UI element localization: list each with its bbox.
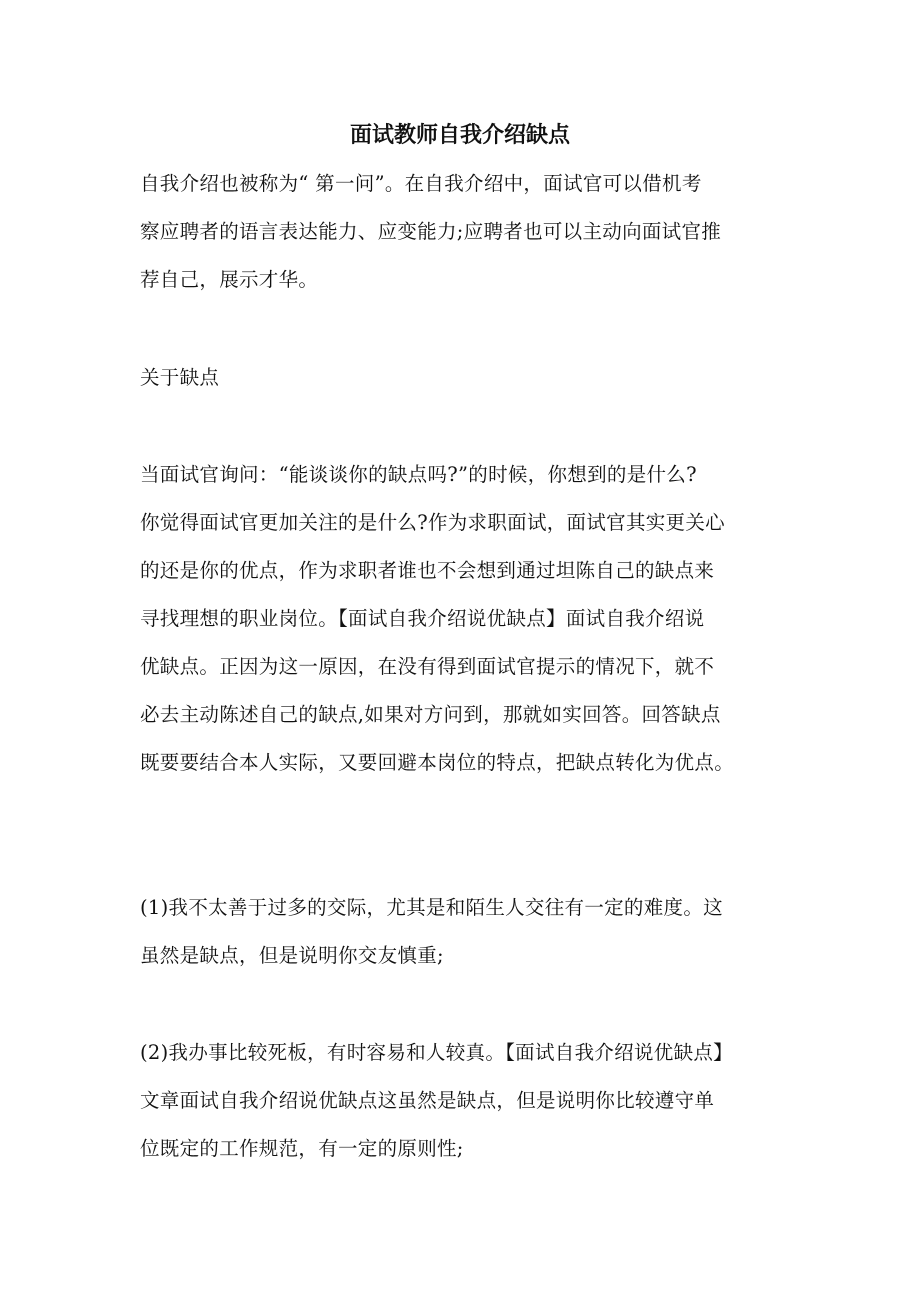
body-line-1: 当面试官询问：“能谈谈你的缺点吗?”的时候，你想到的是什么? xyxy=(140,463,697,486)
body-line-6: 必去主动陈述自己的缺点,如果对方问到，那就如实回答。回答缺点 xyxy=(140,703,721,726)
body-line-2: 你觉得面试官更加关注的是什么?作为求职面试，面试官其实更关心 xyxy=(140,511,725,534)
section-heading: 关于缺点 xyxy=(140,366,220,389)
body-line-4: 寻找理想的职业岗位。【面试自我介绍说优缺点】面试自我介绍说 xyxy=(140,607,705,630)
item1-line-2: 虽然是缺点，但是说明你交友慎重; xyxy=(140,944,444,967)
body-line-5: 优缺点。正因为这一原因，在没有得到面试官提示的情况下，就不 xyxy=(140,655,715,678)
body-line-7: 既要要结合本人实际，又要回避本岗位的特点，把缺点转化为优点。 xyxy=(140,751,735,774)
item2-line-3: 位既定的工作规范，有一定的原则性; xyxy=(140,1137,464,1160)
intro-line-3: 荐自己，展示才华。 xyxy=(140,268,319,291)
item2-line-2: 文章面试自我介绍说优缺点这虽然是缺点，但是说明你比较遵守单 xyxy=(140,1089,715,1112)
item2-line-1: (2)我办事比较死板，有时容易和人较真。【面试自我介绍说优缺点】 xyxy=(140,1041,733,1064)
document-title: 面试教师自我介绍缺点 xyxy=(349,123,570,148)
intro-line-2: 察应聘者的语言表达能力、应变能力;应聘者也可以主动向面试官推 xyxy=(140,220,722,243)
body-line-3: 的还是你的优点，作为求职者谁也不会想到通过坦陈自己的缺点来 xyxy=(140,559,715,582)
intro-line-1: 自我介绍也被称为“ 第一问”。在自我介绍中，面试官可以借机考 xyxy=(140,172,702,195)
item1-line-1: (1)我不太善于过多的交际，尤其是和陌生人交往有一定的难度。这 xyxy=(140,896,723,919)
